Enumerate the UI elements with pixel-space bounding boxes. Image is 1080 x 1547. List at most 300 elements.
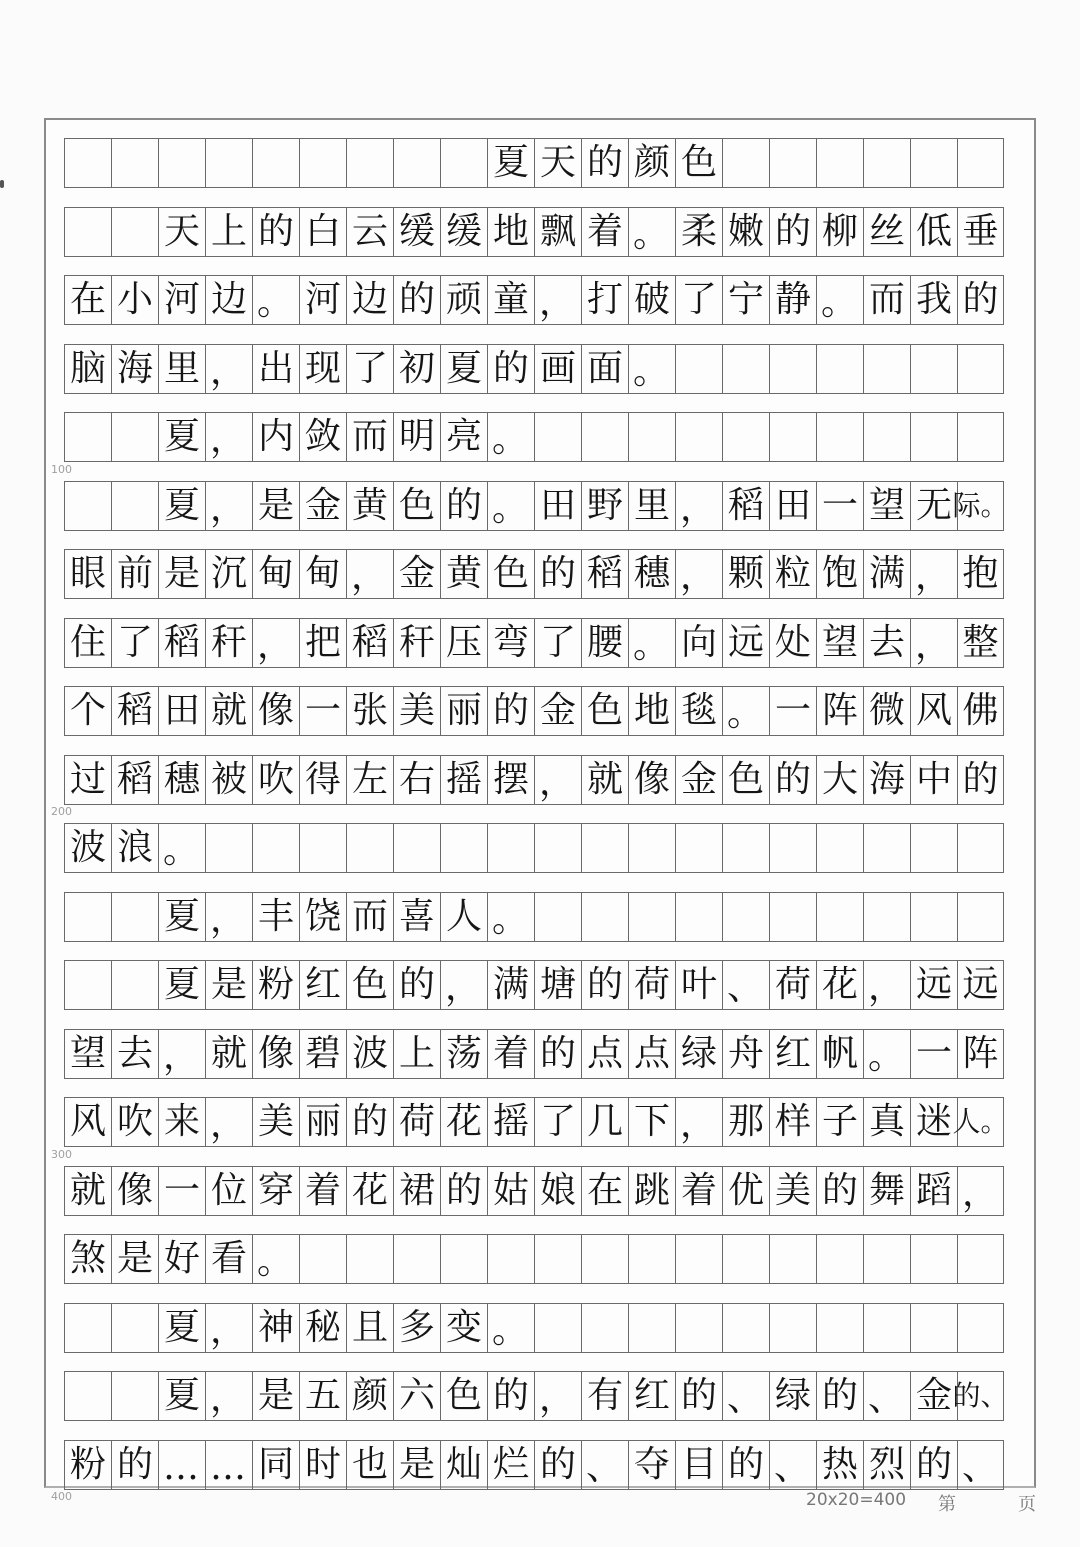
grid-cell: 着 [487, 1029, 534, 1079]
grid-cell: 绿 [769, 1371, 816, 1421]
grid-cell: 的 [487, 1371, 534, 1421]
grid-cell: ， [675, 1097, 722, 1147]
grid-cell: 把 [299, 618, 346, 668]
grid-cell: 边 [205, 275, 252, 325]
grid-cell [675, 344, 722, 394]
grid-cell [111, 412, 158, 462]
grid-cell: 静 [769, 275, 816, 325]
grid-row [64, 1097, 1009, 1147]
grid-cell: 穗 [628, 549, 675, 599]
grid-cell: 夏 [158, 1371, 205, 1421]
grid-cell [910, 138, 957, 188]
grid-row [64, 481, 1009, 531]
grid-cell [581, 412, 628, 462]
grid-cell: 绿 [675, 1029, 722, 1079]
grid-cell: 烂 [487, 1440, 534, 1490]
grid-cell: 下 [628, 1097, 675, 1147]
grid-cell: 波 [64, 823, 111, 873]
grid-cell [111, 207, 158, 257]
grid-cell: 稻 [158, 618, 205, 668]
grid-cell: 红 [299, 960, 346, 1010]
grid-cell: 去 [111, 1029, 158, 1079]
grid-cell [769, 412, 816, 462]
grid-cell: 画 [534, 344, 581, 394]
grid-cell: 的 [440, 481, 487, 531]
grid-cell: 花 [346, 1166, 393, 1216]
grid-cell [111, 1371, 158, 1421]
grid-cell: 的 [111, 1440, 158, 1490]
grid-cell [957, 823, 1004, 873]
grid-cell: 秘 [299, 1303, 346, 1353]
grid-cell [346, 823, 393, 873]
grid-cell [346, 1234, 393, 1284]
grid-cell: 颜 [628, 138, 675, 188]
grid-cell [534, 1234, 581, 1284]
grid-cell: 。 [252, 275, 299, 325]
grid-row [64, 207, 1004, 257]
grid-cell: 夏 [158, 1303, 205, 1353]
grid-cell: 毯 [675, 686, 722, 736]
grid-cell: 五 [299, 1371, 346, 1421]
grid-cell: 。 [722, 686, 769, 736]
grid-cell [64, 1303, 111, 1353]
grid-cell: 一 [769, 686, 816, 736]
grid-cell: 摇 [487, 1097, 534, 1147]
grid-cell: 而 [346, 892, 393, 942]
grid-cell: 的 [534, 1029, 581, 1079]
grid-cell [299, 1234, 346, 1284]
grid-cell: 金 [299, 481, 346, 531]
grid-cell [863, 1234, 910, 1284]
grid-cell: 海 [111, 344, 158, 394]
grid-cell: 飘 [534, 207, 581, 257]
grid-cell: 时 [299, 1440, 346, 1490]
grid-cell: 夏 [487, 138, 534, 188]
grid-cell: 被 [205, 755, 252, 805]
grid-cell: 花 [440, 1097, 487, 1147]
grid-cell: 着 [581, 207, 628, 257]
grid-cell: 金 [534, 686, 581, 736]
grid-cell [393, 1234, 440, 1284]
grid-cell: ， [205, 892, 252, 942]
grid-cell: 嫩 [722, 207, 769, 257]
grid-cell: 色 [487, 549, 534, 599]
grid-cell: 红 [628, 1371, 675, 1421]
grid-cell [393, 138, 440, 188]
grid-cell [487, 823, 534, 873]
grid-cell: 来 [158, 1097, 205, 1147]
grid-cell: 饱 [816, 549, 863, 599]
grid-cell: 、 [957, 1440, 1004, 1490]
grid-cell [769, 1303, 816, 1353]
grid-cell: 在 [64, 275, 111, 325]
grid-cell: 。 [863, 1029, 910, 1079]
grid-cell: 摇 [440, 755, 487, 805]
grid-cell: 低 [910, 207, 957, 257]
grid-cell: 丝 [863, 207, 910, 257]
grid-cell: ， [205, 1303, 252, 1353]
grid-cell: 就 [205, 686, 252, 736]
grid-cell [722, 1303, 769, 1353]
grid-cell: ， [440, 960, 487, 1010]
grid-cell: 是 [111, 1234, 158, 1284]
grid-cell: 了 [534, 1097, 581, 1147]
grid-cell [299, 138, 346, 188]
grid-cell: 丰 [252, 892, 299, 942]
grid-cell: 河 [158, 275, 205, 325]
grid-cell [628, 823, 675, 873]
grid-cell: 。 [487, 412, 534, 462]
grid-cell [205, 138, 252, 188]
grid-cell: 灿 [440, 1440, 487, 1490]
grid-cell: 甸 [299, 549, 346, 599]
grid-cell [675, 823, 722, 873]
grid-cell: 而 [346, 412, 393, 462]
grid-cell: 看 [205, 1234, 252, 1284]
grid-cell: 的 [393, 960, 440, 1010]
grid-cell: 像 [628, 755, 675, 805]
grid-cell: 也 [346, 1440, 393, 1490]
grid-cell: 望 [816, 618, 863, 668]
grid-cell [863, 138, 910, 188]
grid-cell: 中 [910, 755, 957, 805]
grid-cell: 夏 [440, 344, 487, 394]
grid-cell: 颗 [722, 549, 769, 599]
grid-cell: 美 [769, 1166, 816, 1216]
grid-cell: 柔 [675, 207, 722, 257]
grid-cell [440, 1234, 487, 1284]
grid-cell: 。 [487, 481, 534, 531]
grid-cell: 丽 [299, 1097, 346, 1147]
grid-row [64, 686, 1004, 736]
grid-cell [722, 412, 769, 462]
grid-cell [581, 892, 628, 942]
grid-row [64, 892, 1004, 942]
grid-cell [863, 412, 910, 462]
grid-cell: 娘 [534, 1166, 581, 1216]
grid-cell: 煞 [64, 1234, 111, 1284]
grid-cell [675, 1303, 722, 1353]
grid-cell [628, 892, 675, 942]
page-number-label: 第 [938, 1494, 956, 1515]
grid-cell: 几 [581, 1097, 628, 1147]
grid-cell [440, 823, 487, 873]
grid-cell: 色 [393, 481, 440, 531]
grid-cell: 缓 [440, 207, 487, 257]
grid-cell: 初 [393, 344, 440, 394]
grid-cell: 左 [346, 755, 393, 805]
grid-cell: 花 [816, 960, 863, 1010]
grid-cell: 热 [816, 1440, 863, 1490]
grid-cell: 姑 [487, 1166, 534, 1216]
grid-cell: 是 [158, 549, 205, 599]
grid-cell: 荷 [769, 960, 816, 1010]
grid-cell: 一 [299, 686, 346, 736]
grid-cell: 子 [816, 1097, 863, 1147]
grid-cell: 去 [863, 618, 910, 668]
grid-cell: ， [910, 618, 957, 668]
grid-cell: 神 [252, 1303, 299, 1353]
grid-cell: ， [675, 481, 722, 531]
grid-cell: 阵 [957, 1029, 1004, 1079]
grid-cell: 稻 [722, 481, 769, 531]
grid-cell [64, 1371, 111, 1421]
grid-cell: 打 [581, 275, 628, 325]
grid-cell: 一 [910, 1029, 957, 1079]
grid-cell [769, 138, 816, 188]
grid-cell: 缓 [393, 207, 440, 257]
grid-cell: 弯 [487, 618, 534, 668]
grid-cell [64, 481, 111, 531]
grid-cell: 沉 [205, 549, 252, 599]
grid-cell [64, 138, 111, 188]
grid-cell: 塘 [534, 960, 581, 1010]
grid-cell [393, 823, 440, 873]
grid-cell: 夏 [158, 892, 205, 942]
grid-cell: 天 [534, 138, 581, 188]
grid-cell [111, 1303, 158, 1353]
grid-cell: 帆 [816, 1029, 863, 1079]
grid-cell: 点 [581, 1029, 628, 1079]
grid-cell: 的 [769, 207, 816, 257]
grid-cell: ， [205, 344, 252, 394]
grid-cell: 穿 [252, 1166, 299, 1216]
grid-cell: 波 [346, 1029, 393, 1079]
grid-cell: 秆 [393, 618, 440, 668]
grid-cell: 天 [158, 207, 205, 257]
grid-cell: ， [910, 549, 957, 599]
grid-cell: 优 [722, 1166, 769, 1216]
grid-row [64, 1234, 1004, 1284]
grid-cell [957, 344, 1004, 394]
grid-cell: 向 [675, 618, 722, 668]
grid-cell: 荷 [628, 960, 675, 1010]
grid-cell: 吹 [111, 1097, 158, 1147]
grid-cell: 远 [910, 960, 957, 1010]
grid-cell: 右 [393, 755, 440, 805]
grid-cell [675, 892, 722, 942]
grid-cell: 的 [769, 755, 816, 805]
grid-cell: 的 [534, 549, 581, 599]
grid-cell [252, 823, 299, 873]
grid-cell [64, 892, 111, 942]
grid-cell [957, 1234, 1004, 1284]
grid-cell: 、 [722, 1371, 769, 1421]
grid-cell: 。 [628, 618, 675, 668]
grid-cell [64, 412, 111, 462]
grid-cell: 、 [769, 1440, 816, 1490]
grid-cell: 蹈 [910, 1166, 957, 1216]
grid-row [64, 1371, 1009, 1421]
grid-row [64, 412, 1004, 462]
grid-cell [111, 960, 158, 1010]
grid-cell: 六 [393, 1371, 440, 1421]
grid-cell [205, 823, 252, 873]
grid-cell: 微 [863, 686, 910, 736]
grid-row [64, 138, 1004, 188]
word-count-marker: 200 [51, 805, 72, 818]
grid-cell: 金 [393, 549, 440, 599]
grid-cell [581, 1234, 628, 1284]
grid-row [64, 1303, 1004, 1353]
grid-cell: 变 [440, 1303, 487, 1353]
grid-cell: 是 [205, 960, 252, 1010]
grid-cell: 的、 [957, 1371, 1004, 1421]
grid-cell: 面 [581, 344, 628, 394]
grid-cell: 迷 [910, 1097, 957, 1147]
grid-cell: 粉 [64, 1440, 111, 1490]
grid-cell: 碧 [299, 1029, 346, 1079]
grid-cell: 整 [957, 618, 1004, 668]
grid-row [64, 755, 1004, 805]
grid-cell: 田 [158, 686, 205, 736]
grid-cell: 。 [628, 207, 675, 257]
grid-cell: 点 [628, 1029, 675, 1079]
grid-cell [769, 1234, 816, 1284]
grid-cell [816, 412, 863, 462]
grid-cell: 地 [487, 207, 534, 257]
grid-cell: 一 [158, 1166, 205, 1216]
grid-cell [816, 1303, 863, 1353]
grid-cell [675, 1234, 722, 1284]
grid-cell: 云 [346, 207, 393, 257]
grid-cell [534, 823, 581, 873]
grid-cell: 丽 [440, 686, 487, 736]
grid-cell [910, 892, 957, 942]
grid-row [64, 549, 1004, 599]
grid-cell [675, 412, 722, 462]
grid-cell: 上 [205, 207, 252, 257]
grid-cell: 稻 [111, 686, 158, 736]
grid-cell: 色 [346, 960, 393, 1010]
grid-cell [957, 1303, 1004, 1353]
grid-cell: 压 [440, 618, 487, 668]
grid-cell: 舞 [863, 1166, 910, 1216]
grid-cell [910, 1303, 957, 1353]
word-count-marker: 100 [51, 462, 72, 476]
grid-cell: 人 [440, 892, 487, 942]
grid-cell: 。 [487, 1303, 534, 1353]
grid-cell: 、 [581, 1440, 628, 1490]
grid-cell: 宁 [722, 275, 769, 325]
grid-cell: 人。 [957, 1097, 1004, 1147]
grid-cell: 满 [863, 549, 910, 599]
grid-cell [252, 138, 299, 188]
grid-cell: ， [158, 1029, 205, 1079]
grid-cell: ， [863, 960, 910, 1010]
grid-cell [64, 207, 111, 257]
grid-cell: 着 [299, 1166, 346, 1216]
grid-cell: 腰 [581, 618, 628, 668]
grid-cell: 望 [863, 481, 910, 531]
grid-cell: 无 [910, 481, 957, 531]
grid-cell: 垂 [957, 207, 1004, 257]
grid-cell: 同 [252, 1440, 299, 1490]
page-suffix-label: 页 [1018, 1494, 1036, 1515]
grid-cell [722, 892, 769, 942]
grid-cell [957, 412, 1004, 462]
grid-cell: ， [205, 481, 252, 531]
grid-cell: 色 [440, 1371, 487, 1421]
grid-cell [863, 823, 910, 873]
grid-cell: 边 [346, 275, 393, 325]
grid-cell: ， [534, 275, 581, 325]
grid-cell: 目 [675, 1440, 722, 1490]
grid-cell: 的 [393, 275, 440, 325]
grid-cell: ， [205, 1097, 252, 1147]
grid-cell: 一 [816, 481, 863, 531]
grid-cell: 喜 [393, 892, 440, 942]
grid-cell [769, 823, 816, 873]
grid-cell: 那 [722, 1097, 769, 1147]
grid-cell: 前 [111, 549, 158, 599]
grid-cell: 过 [64, 755, 111, 805]
grid-cell: 、 [863, 1371, 910, 1421]
grid-cell: 吹 [252, 755, 299, 805]
grid-cell: 敛 [299, 412, 346, 462]
grid-cell [910, 823, 957, 873]
grid-cell: 的 [957, 275, 1004, 325]
grid-cell: 叶 [675, 960, 722, 1010]
grid-cell: 。 [252, 1234, 299, 1284]
grid-cell [863, 344, 910, 394]
grid-cell: 跳 [628, 1166, 675, 1216]
grid-cell: 稻 [346, 618, 393, 668]
grid-cell: 抱 [957, 549, 1004, 599]
grid-cell [722, 138, 769, 188]
grid-cell: 野 [581, 481, 628, 531]
grid-cell [863, 892, 910, 942]
grid-cell: 的 [816, 1371, 863, 1421]
grid-cell: 上 [393, 1029, 440, 1079]
grid-cell: ， [252, 618, 299, 668]
grid-cell: 颜 [346, 1371, 393, 1421]
grid-cell: 稻 [111, 755, 158, 805]
grid-row [64, 960, 1004, 1010]
grid-cell: 的 [910, 1440, 957, 1490]
grid-cell: 了 [346, 344, 393, 394]
grid-row [64, 618, 1004, 668]
grid-cell: 红 [769, 1029, 816, 1079]
grid-cell: 。 [487, 892, 534, 942]
grid-cell: 处 [769, 618, 816, 668]
grid-cell [910, 344, 957, 394]
grid-cell: 远 [722, 618, 769, 668]
grid-cell: ， [534, 755, 581, 805]
grid-cell: 像 [111, 1166, 158, 1216]
grid-cell: 望 [64, 1029, 111, 1079]
grid-cell: 白 [299, 207, 346, 257]
grid-cell: 大 [816, 755, 863, 805]
grid-cell: 且 [346, 1303, 393, 1353]
grid-cell [111, 892, 158, 942]
grid-cell: 的 [675, 1371, 722, 1421]
grid-cell: 地 [628, 686, 675, 736]
grid-cell [722, 823, 769, 873]
grid-cell: 。 [816, 275, 863, 325]
grid-cell: 夏 [158, 412, 205, 462]
grid-cell: 小 [111, 275, 158, 325]
grid-cell [816, 344, 863, 394]
grid-cell: 是 [252, 1371, 299, 1421]
grid-cell: ， [205, 412, 252, 462]
grid-cell [863, 1303, 910, 1353]
grid-cell: 我 [910, 275, 957, 325]
grid-cell: 阵 [816, 686, 863, 736]
grid-cell: 样 [769, 1097, 816, 1147]
grid-cell: 就 [205, 1029, 252, 1079]
grid-cell [910, 412, 957, 462]
